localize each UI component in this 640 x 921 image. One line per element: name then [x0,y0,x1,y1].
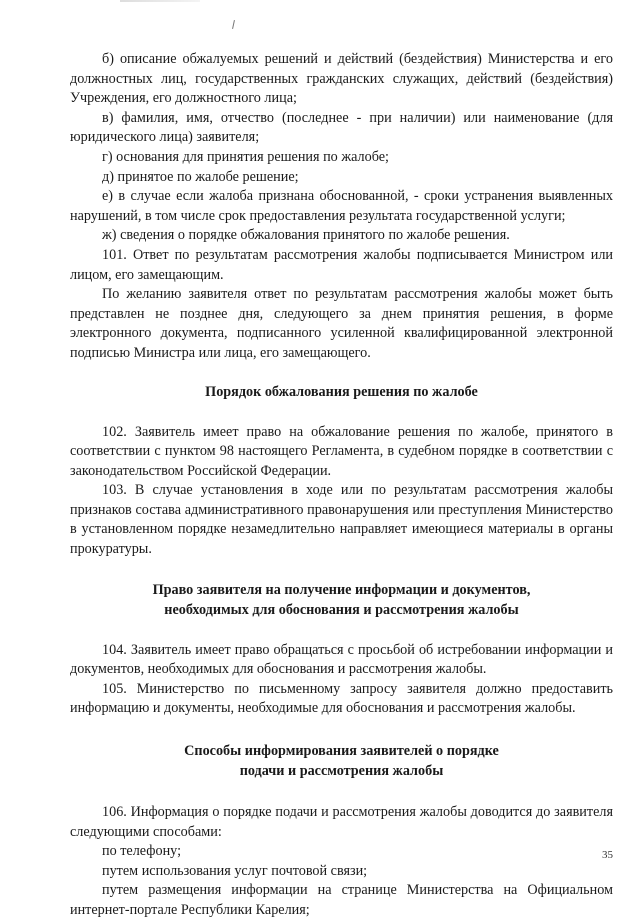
list-item-phone: по телефону; [102,843,182,860]
paragraph-101: 101. Ответ по результатам рассмотрения жалобы подписывается Министром или лицом, его замещающим. [70,246,613,283]
section-heading-right-to-information [70,580,613,620]
section-heading-line: Право заявителя на получение информации и документов, [152,581,531,598]
section-heading-line: Способы информирования заявителей о порядке [184,743,499,760]
paragraph-102: 102. Заявитель имеет право на обжалование решения по жалобе, принятого в соответствии с пунктом 98 настоящего Регламента, в судебном порядке в соответствии с законодательством Российской Федерации. [70,423,613,479]
section-heading-line: необходимых для обоснования и рассмотрения жалобы [164,601,519,618]
paragraph-106: 106. Информация о порядке подачи и рассмотрения жалобы доводится до заявителя следующими способами: [70,804,613,840]
scan-artifact-top [120,0,200,2]
page-number: 35 [602,849,613,861]
paragraph-item-g: г) основания для принятия решения по жалобе; [102,148,389,165]
list-item-post: путем использования услуг почтовой связи; [102,862,368,879]
section-heading-line: подачи и рассмотрения жалобы [239,763,444,780]
section-heading-appeal-procedure [70,382,613,402]
paragraph-101-electronic: По желанию заявителя ответ по результатам рассмотрения жалобы может быть представлен не позднее дня, следующего за днем принятия решения, в форме электронного документа, подписанного усиленной квалифицированной электронной подписью Министра или лица, его замещающего. [70,286,613,361]
paragraph-105: 105. Министерство по письменному запросу заявителя должно предоставить информацию и документы, необходимые для обоснования и рассмотрения жалобы. [70,680,613,717]
paragraph-item-v: в) фамилия, имя, отчество (последнее - при наличии) или наименование (для юридического лица) заявителя; [70,109,613,146]
scan-artifact-mark [232,20,235,29]
section-heading-line: Порядок обжалования решения по жалобе [205,383,478,400]
paragraph-104: 104. Заявитель имеет право обращаться с просьбой об истребовании информации и документов, необходимых для обоснования и рассмотрения жалобы. [70,641,613,678]
paragraph-103: 103. В случае установления в ходе или по результатам рассмотрения жалобы признаков состава административного правонарушения или преступления Министерство в установленном порядке незамедлительно направляет имеющиеся материалы в органы прокуратуры. [70,482,613,558]
paragraph-item-b: б) описание обжалуемых решений и действий (бездействия) Министерства и его должностных лиц, государственных гражданских служащих, действий (бездействия) Учреждения, его должностного лица; [70,51,613,107]
section-heading-informing-methods [70,741,613,781]
paragraph-item-d: д) принятое по жалобе решение; [102,168,299,185]
paragraph-item-zh: ж) сведения о порядке обжалования принятого по жалобе решения. [102,227,510,244]
document-body [70,50,613,921]
list-item-portal: путем размещения информации на странице Министерства на Официальном интернет-портале Республики Карелия; [70,882,613,918]
paragraph-item-e: е) в случае если жалоба признана обоснованной, - сроки устранения выявленных нарушений, в том числе срок предоставления результата государственной услуги; [70,188,613,224]
